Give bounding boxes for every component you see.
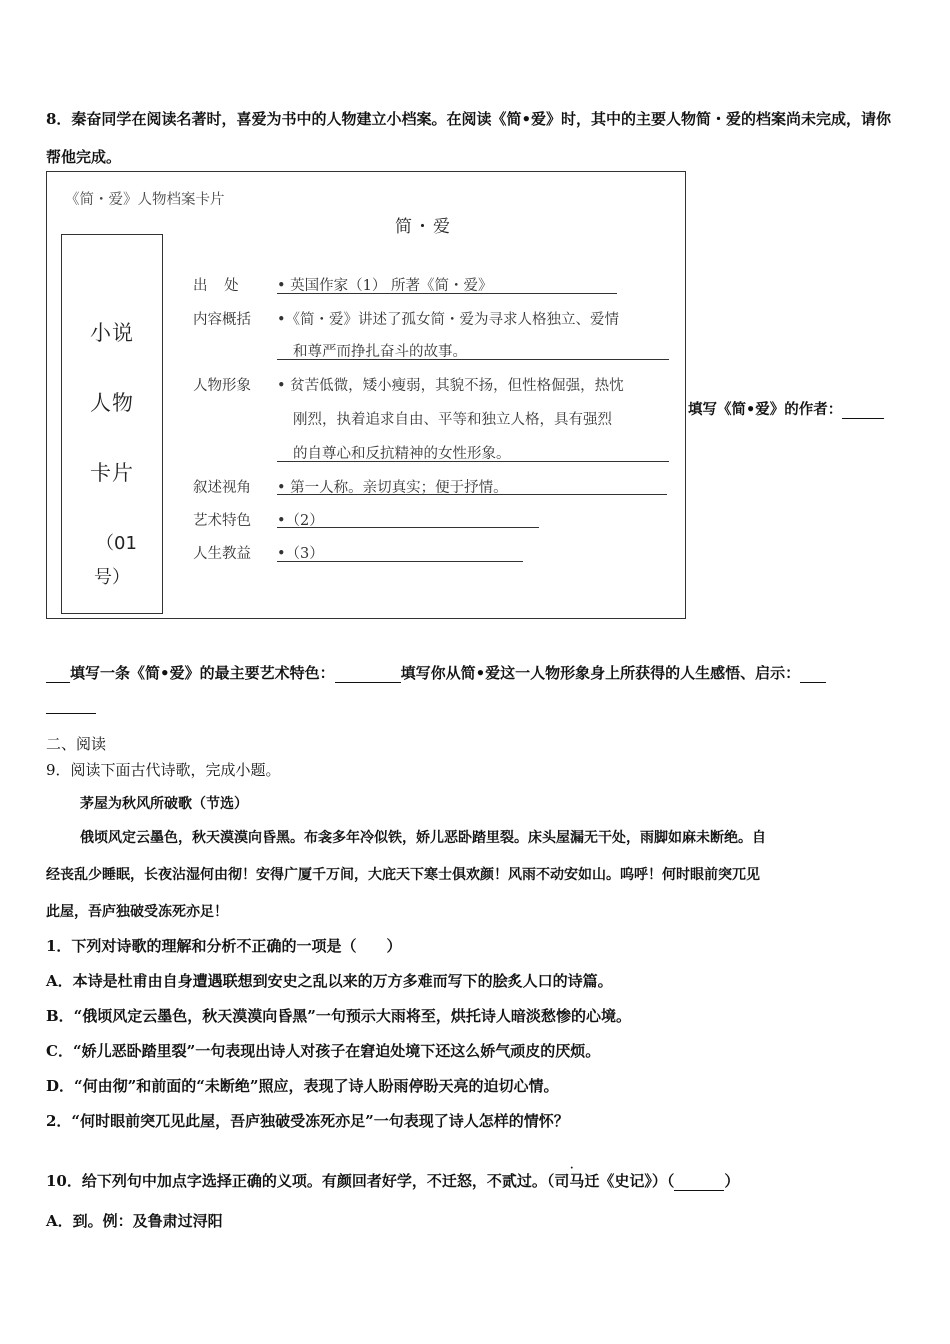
author-blank[interactable]	[842, 404, 884, 419]
q10-stem-end: ）	[724, 1172, 740, 1190]
author-blank-continued[interactable]	[46, 668, 70, 683]
value-image-1: • 贫苦低微，矮小瘦弱，其貌不扬，但性格倔强，热忱	[277, 378, 624, 394]
q10-stem-text: 10．给下列句中加点字选择正确的义项。有颜回者好学，不迁怒，不贰过。（司马迁《史记》）（	[46, 1172, 675, 1190]
value-summary-2: 和尊严而挣扎奋斗的故事。	[293, 344, 467, 360]
value-lesson: •（3）	[277, 546, 324, 562]
insight-blank-continued[interactable]	[46, 713, 96, 714]
q10-option-a[interactable]: A．到。例：及鲁肃过浔阳	[46, 1212, 223, 1230]
q9-option-a[interactable]: A．本诗是杜甫由自身遭遇联想到安史之乱以来的万方多难而写下的脍炙人口的诗篇。	[46, 972, 613, 990]
underline-source	[277, 293, 617, 294]
side-text-character: 人物	[90, 391, 134, 415]
q9-sub1: 1．下列对诗歌的理解和分析不正确的一项是（ ）	[46, 937, 402, 955]
emphasis-dot: ·	[570, 1163, 574, 1174]
poem-line-3: 此屋，吾庐独破受冻死亦足！	[46, 904, 228, 920]
fill-author-label: 填写《简•爱》的作者：	[688, 401, 843, 418]
fill-author	[688, 398, 884, 419]
card-character-name: 简・爱	[395, 217, 452, 237]
q10-answer-blank[interactable]	[674, 1176, 724, 1191]
q9-option-b[interactable]: B．“俄顷风定云墨色，秋天漠漠向昏黑”一句预示大雨将至，烘托诗人暗淡愁惨的心境。	[46, 1007, 631, 1025]
q9-sub2: 2．“何时眼前突兀见此屋，吾庐独破受冻死亦足”一句表现了诗人怎样的情怀？	[46, 1112, 569, 1130]
q9-option-c[interactable]: C．“娇儿恶卧踏里裂”一句表现出诗人对孩子在窘迫处境下还这么娇气顽皮的厌烦。	[46, 1042, 601, 1060]
value-perspective: • 第一人称。亲切真实；便于抒情。	[277, 480, 508, 496]
label-perspective: 叙述视角	[193, 480, 251, 496]
side-number-2: 号）	[94, 567, 130, 588]
card-title: 《简・爱》人物档案卡片	[65, 192, 225, 208]
art-blank[interactable]	[335, 668, 401, 683]
fill-insight-label: 填写你从简•爱这一人物形象身上所获得的人生感悟、启示：	[400, 664, 801, 682]
value-art: •（2）	[277, 513, 324, 529]
q10-stem	[46, 1170, 739, 1191]
profile-card	[46, 171, 686, 619]
poem-line-1: 俄顷风定云墨色，秋天漠漠向昏黑。布衾多年冷似铁，娇儿恶卧踏里裂。床头屋漏无干处，雨脚如麻未断绝。自	[80, 830, 766, 846]
poem-line-2: 经丧乱少睡眠，长夜沾湿何由彻！安得广厦千万间，大庇天下寒士俱欢颜！风雨不动安如山。呜呼！何时眼前突兀见	[46, 867, 760, 883]
label-summary: 内容概括	[193, 312, 251, 328]
q9-option-d[interactable]: D．“何由彻”和前面的“未断绝”照应，表现了诗人盼雨停盼天亮的迫切心情。	[46, 1077, 559, 1095]
fill-art-line	[46, 662, 826, 683]
underline-perspective	[277, 494, 667, 495]
q9-stem: 9．阅读下面古代诗歌，完成小题。	[46, 761, 281, 779]
section-heading: 二、阅读	[46, 735, 107, 753]
card-side-box	[61, 234, 163, 614]
underline-image	[277, 461, 669, 462]
fill-art-label: 填写一条《简•爱》的最主要艺术特色：	[70, 664, 335, 682]
label-art: 艺术特色	[193, 513, 251, 529]
q8-stem: 8．秦奋同学在阅读名著时，喜爱为书中的人物建立小档案。在阅读《简•爱》时，其中的主要人物简・爱的档案尚未完成，请你帮他完成。	[46, 110, 892, 166]
value-source: • 英国作家（1） 所著《简・爱》	[277, 278, 493, 294]
side-text-novel: 小说	[90, 321, 134, 345]
insight-blank[interactable]	[800, 668, 826, 683]
underline-summary	[277, 359, 669, 360]
side-number-1: （01	[96, 533, 137, 554]
value-summary-1: •《简・爱》讲述了孤女简・爱为寻求人格独立、爱情	[277, 312, 620, 328]
side-text-card: 卡片	[90, 461, 134, 485]
label-source: 出 处	[193, 278, 245, 294]
label-lesson: 人生教益	[193, 546, 251, 562]
poem-title: 茅屋为秋风所破歌（节选）	[80, 796, 248, 812]
underline-art	[277, 527, 539, 528]
value-image-3: 的自尊心和反抗精神的女性形象。	[293, 446, 511, 462]
value-image-2: 刚烈，执着追求自由、平等和独立人格，具有强烈	[293, 412, 612, 428]
label-image: 人物形象	[193, 378, 251, 394]
underline-lesson	[277, 561, 523, 562]
